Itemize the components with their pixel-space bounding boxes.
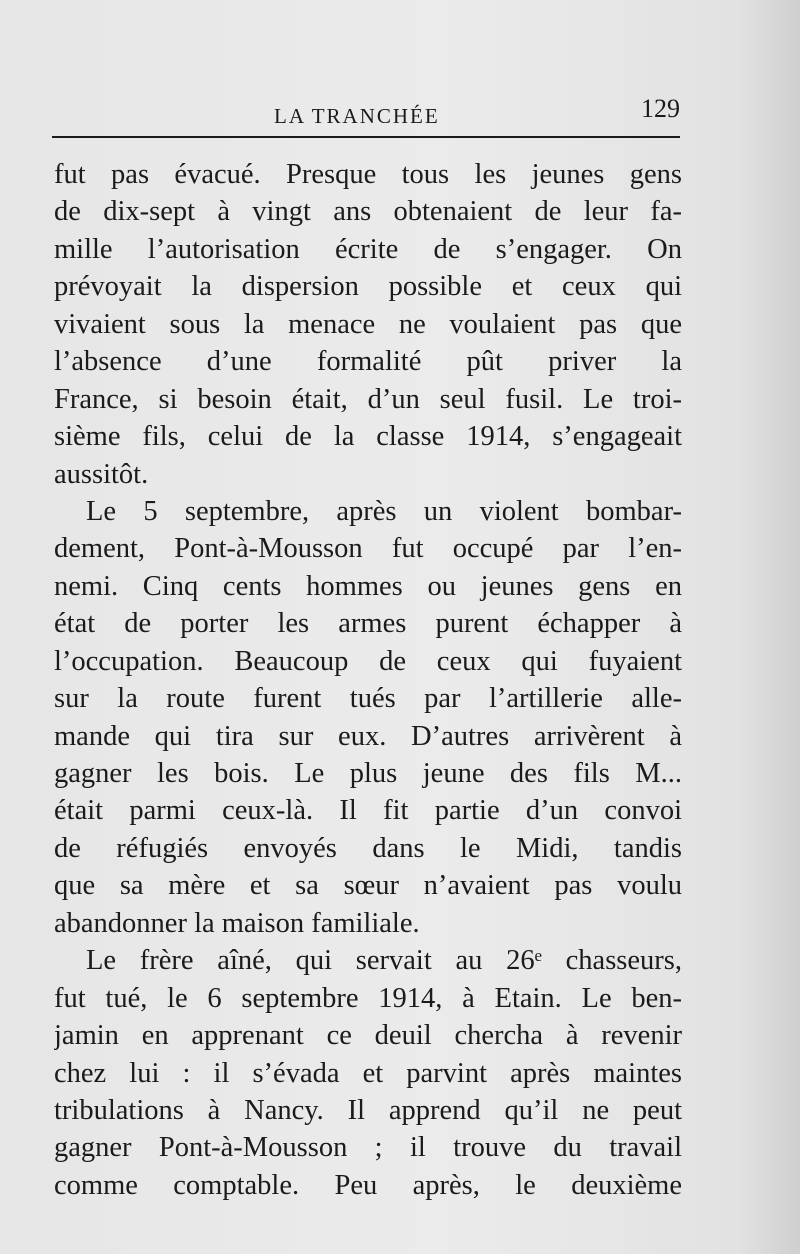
text-line: Le 5 septembre, après un violent bombar- [86, 495, 682, 527]
text-line: comme comptable. Peu après, le deuxième [54, 1169, 682, 1201]
text-line: jamin en apprenant ce deuil chercha à revenir [54, 1020, 682, 1052]
text-line: était parmi ceux-là. Il fit partie d’un convoi [54, 795, 682, 827]
text-line: l’absence d’une formalité pût priver la [54, 346, 682, 378]
text-line: sur la route furent tués par l’artillerie alle- [54, 683, 682, 715]
text-line: mande qui tira sur eux. D’autres arrivèrent à [54, 720, 682, 752]
text-line: vivaient sous la menace ne voulaient pas que [54, 308, 682, 340]
header-rule [52, 136, 680, 138]
text-line: France, si besoin était, d’un seul fusil. Le troi- [54, 383, 682, 415]
text-line: fut pas évacué. Presque tous les jeunes gens [54, 159, 682, 190]
text-line: Le frère aîné, qui servait au 26ᵉ chasseurs, [86, 945, 682, 977]
page-header [52, 94, 680, 136]
text-line: de dix-sept à vingt ans obtenaient de leur fa- [54, 196, 682, 228]
page-number: 129 [641, 94, 680, 123]
text-line: état de porter les armes purent échapper à [54, 608, 682, 640]
text-line: prévoyait la dispersion possible et ceux qui [54, 271, 682, 303]
text-line: de réfugiés envoyés dans le Midi, tandis [54, 832, 682, 864]
text-line: sième fils, celui de la classe 1914, s’engageait [54, 421, 682, 453]
text-line: chez lui : il s’évada et parvint après maintes [54, 1057, 682, 1089]
running-head: LA TRANCHÉE [274, 104, 440, 128]
text-line: gagner Pont-à-Mousson ; il trouve du travail [54, 1132, 682, 1164]
text-line: que sa mère et sa sœur n’avaient pas voulu [54, 870, 682, 902]
text-line: tribulations à Nancy. Il apprend qu’il ne peut [54, 1094, 682, 1126]
text-line: mille l’autorisation écrite de s’engager. On [54, 233, 682, 265]
text-line: aussitôt. [54, 458, 149, 490]
text-line: abandonner la maison familiale. [54, 907, 420, 939]
text-line: nemi. Cinq cents hommes ou jeunes gens en [54, 570, 682, 602]
body-text [54, 156, 682, 1204]
text-line: fut tué, le 6 septembre 1914, à Etain. Le ben- [54, 982, 682, 1014]
text-line: gagner les bois. Le plus jeune des fils M... [54, 758, 682, 789]
text-line: l’occupation. Beaucoup de ceux qui fuyaient [54, 645, 682, 677]
text-line: dement, Pont-à-Mousson fut occupé par l’en- [54, 533, 682, 565]
